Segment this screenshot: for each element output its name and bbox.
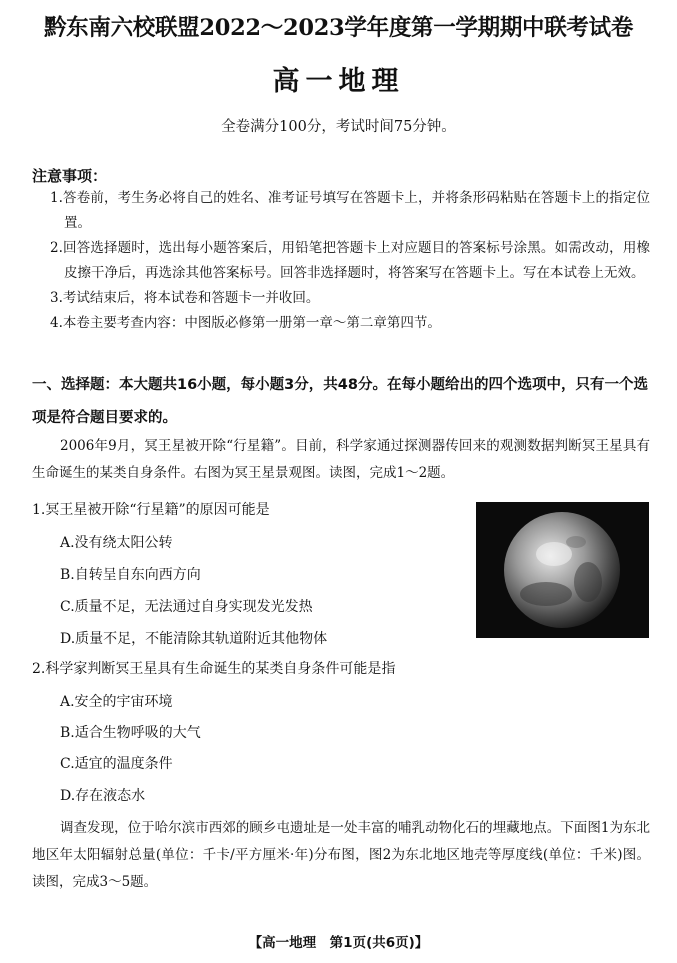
question-1-option-c: C.质量不足，无法通过自身实现发光发热 [60,599,313,615]
question-1-stem: 1.冥王星被开除“行星籍”的原因可能是 [32,502,270,518]
note-item: 2.回答选择题时，选出每小题答案后，用铅笔把答题卡上对应题目的答案标号涂黑。如需改动，用橡皮擦干净后，再选涂其他答案标号。回答非选择题时，将答案写在答题卡上。写在本试卷上无效。 [50,240,650,281]
question-2-option-b: B.适合生物呼吸的大气 [60,725,201,741]
question-1-option-b: B.自转呈自东向西方向 [60,567,201,583]
note-item: 1.答卷前，考生务必将自己的姓名、准考证号填写在答题卡上，并将条形码粘贴在答题卡上的指定位置。 [50,190,650,231]
score-line: 全卷满分100分，考试时间75分钟。 [221,119,456,135]
question-2-option-a: A.安全的宇宙环境 [60,694,173,710]
question-2-option-d: D.存在液态水 [60,788,146,804]
question-1-option-a: A.没有绕太阳公转 [60,535,173,551]
passage-pluto: 2006年9月，冥王星被开除“行星籍”。目前，科学家通过探测器传回来的观测数据判断冥王星具有生命诞生的某类自身条件。右图为冥王星景观图。读图，完成1～2题。 [32,438,650,481]
passage-fossil-site: 调查发现，位于哈尔滨市西郊的顾乡屯遗址是一处丰富的哺乳动物化石的埋藏地点。下面图1为东北地区年太阳辐射总量(单位：千卡/平方厘米·年)分布图，图2为东北地区地壳等厚度线(单位：千米)图。读图，完成3～5题。 [32,820,650,890]
section-heading: 一、选择题：本大题共16小题，每小题3分，共48分。在每小题给出的四个选项中，只有一个选项是符合题目要求的。 [32,377,648,426]
pluto-image [476,502,649,638]
question-2-option-c: C.适宜的温度条件 [60,756,173,772]
notes-heading: 注意事项： [32,167,108,185]
note-item: 4.本卷主要考查内容：中图版必修第一册第一章～第二章第四节。 [50,315,441,331]
notes-list [50,186,650,336]
subject-title: 高一地理 [272,66,405,97]
note-item: 3.考试结束后，将本试卷和答题卡一并收回。 [50,290,320,306]
pluto-illustration [476,502,649,638]
question-1-option-d: D.质量不足，不能清除其轨道附近其他物体 [60,631,328,647]
page-footer: 【高一地理 第1页(共6页)】 [248,935,429,951]
question-2-stem: 2.科学家判断冥王星具有生命诞生的某类自身条件可能是指 [32,661,396,677]
exam-title: 黔东南六校联盟2022～2023学年度第一学期期中联考试卷 [43,15,634,41]
